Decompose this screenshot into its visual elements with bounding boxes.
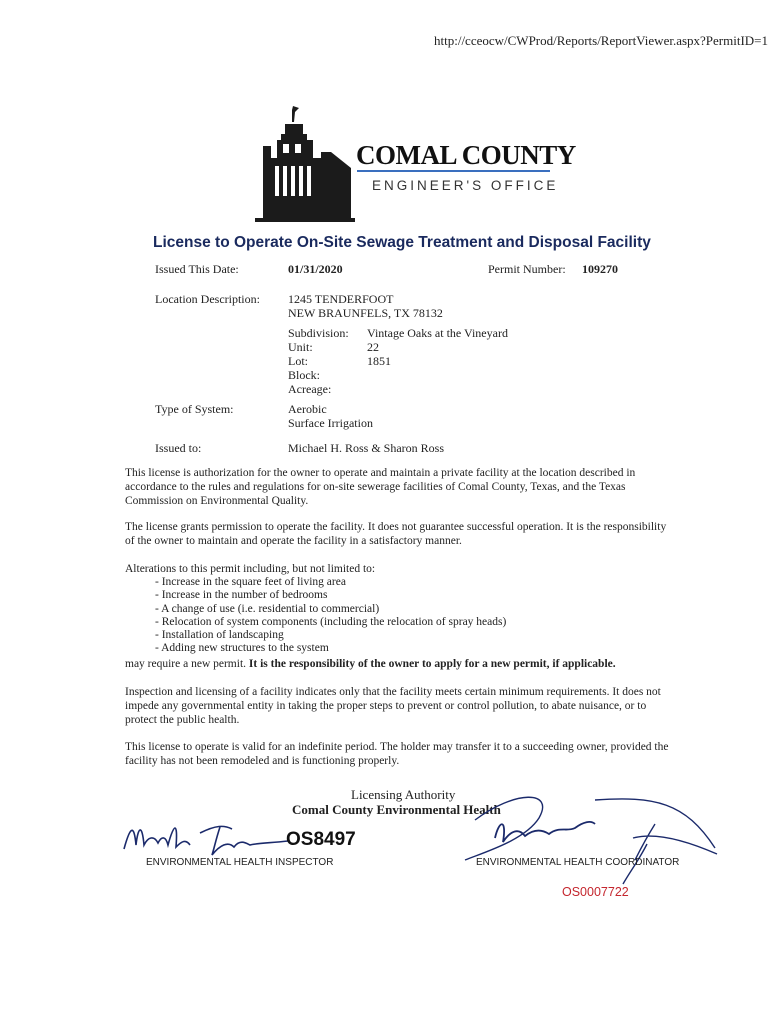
lot-value: 1851 bbox=[367, 354, 391, 368]
document-title: License to Operate On-Site Sewage Treatment and Disposal Facility bbox=[153, 234, 651, 251]
acreage-label: Acreage: bbox=[288, 382, 332, 396]
issued-date-label: Issued This Date: bbox=[155, 262, 239, 276]
location-label: Location Description: bbox=[155, 292, 260, 306]
alterations-intro: Alterations to this permit including, but not limited to: bbox=[125, 563, 376, 575]
list-item: - Adding new structures to the system bbox=[155, 642, 506, 655]
block-label: Block: bbox=[288, 368, 320, 382]
inspector-license-number: OS8497 bbox=[286, 829, 356, 850]
licensing-authority-label: Licensing Authority bbox=[351, 787, 456, 802]
office-name: ENGINEER'S OFFICE bbox=[372, 178, 559, 193]
coordinator-license-number: OS0007722 bbox=[562, 885, 629, 899]
system-type-line-1: Aerobic bbox=[288, 402, 327, 416]
issued-to-value: Michael H. Ross & Sharon Ross bbox=[288, 441, 444, 455]
validity-paragraph: This license to operate is valid for an indefinite period. The holder may transfer it to a succeeding owner, provided the facility has not been remodeled and is functioning properly. bbox=[125, 741, 669, 767]
system-type-label: Type of System: bbox=[155, 402, 234, 416]
address-line-2: NEW BRAUNFELS, TX 78132 bbox=[288, 306, 443, 320]
logo-underline bbox=[357, 170, 550, 172]
permit-number-label: Permit Number: bbox=[488, 262, 566, 276]
subdivision-value: Vintage Oaks at the Vineyard bbox=[367, 326, 508, 340]
system-type-line-2: Surface Irrigation bbox=[288, 416, 373, 430]
lot-label: Lot: bbox=[288, 354, 308, 368]
coordinator-signature bbox=[455, 780, 725, 890]
permit-number-value: 109270 bbox=[582, 262, 618, 276]
issued-to-label: Issued to: bbox=[155, 441, 202, 455]
owner-responsibility-text: It is the responsibility of the owner to apply for a new permit, if applicable. bbox=[248, 658, 616, 670]
new-permit-note bbox=[125, 657, 670, 671]
licensing-authority-name: Comal County Environmental Health bbox=[292, 802, 501, 817]
list-item: - A change of use (i.e. residential to commercial) bbox=[155, 603, 506, 616]
unit-value: 22 bbox=[367, 340, 379, 354]
unit-label: Unit: bbox=[288, 340, 313, 354]
list-item: - Increase in the number of bedrooms bbox=[155, 589, 506, 602]
new-permit-text: may require a new permit. bbox=[125, 658, 247, 670]
alterations-list bbox=[155, 576, 506, 656]
inspection-paragraph: Inspection and licensing of a facility indicates only that the facility meets certain minimum requirements. It does not impede any governmental entity in taking the proper steps to prevent or control pollution, to abate nuisance, or to protect the public health. bbox=[125, 686, 661, 726]
list-item: - Increase in the square feet of living area bbox=[155, 576, 506, 589]
county-name: COMAL COUNTY bbox=[356, 140, 576, 170]
report-url: http://cceocw/CWProd/Reports/ReportViewer.aspx?PermitID=1 bbox=[434, 33, 769, 48]
address-line-1: 1245 TENDERFOOT bbox=[288, 292, 394, 306]
coordinator-role: ENVIRONMENTAL HEALTH COORDINATOR bbox=[476, 857, 680, 868]
authorization-paragraph: This license is authorization for the owner to operate and maintain a private facility at the location described in accordance to the rules and regulations for on-site sewerage facilities of Comal County, Texas, and the Texas Commission on Environmental Quality. bbox=[125, 467, 636, 507]
list-item: - Installation of landscaping bbox=[155, 629, 506, 642]
inspector-signature bbox=[120, 815, 295, 860]
issued-date-value: 01/31/2020 bbox=[288, 262, 343, 276]
subdivision-label: Subdivision: bbox=[288, 326, 349, 340]
permission-paragraph: The license grants permission to operate the facility. It does not guarantee successful operation. It is the responsibility of the owner to maintain and operate the facility in a satisfactory manner. bbox=[125, 521, 667, 547]
inspector-role: ENVIRONMENTAL HEALTH INSPECTOR bbox=[146, 857, 334, 868]
list-item: - Relocation of system components (including the relocation of spray heads) bbox=[155, 616, 506, 629]
